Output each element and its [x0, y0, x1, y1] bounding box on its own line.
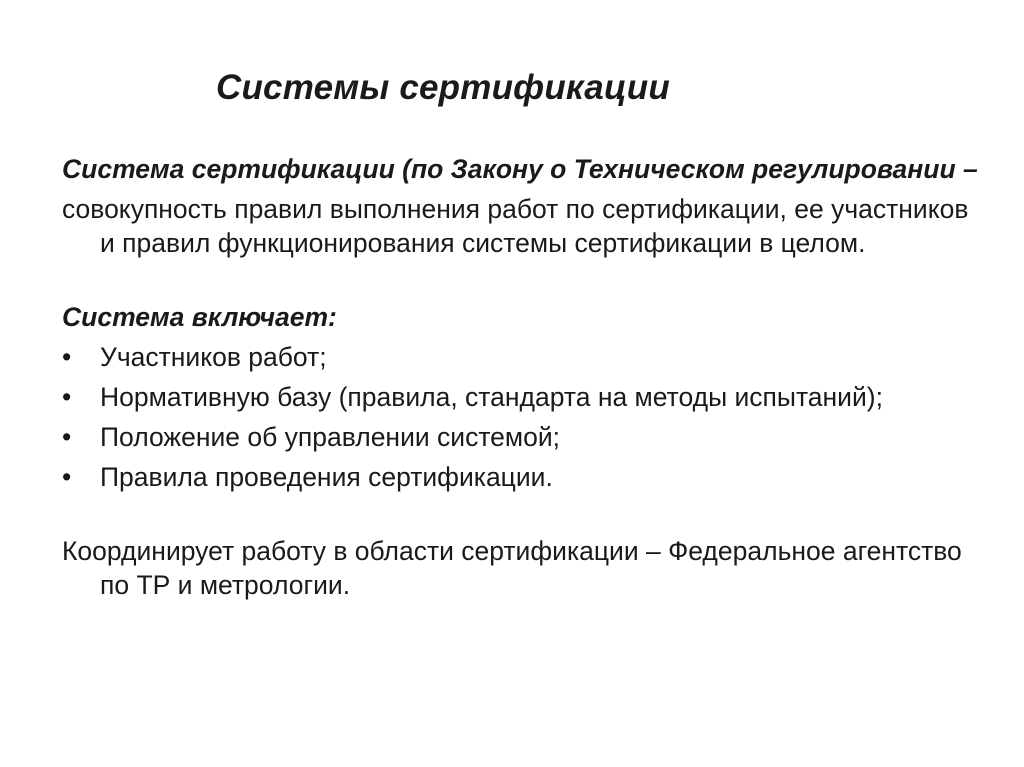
definition-text: совокупность правил выполнения работ по сертификации, ее участников и правил функционирования системы сертификации в целом. [62, 194, 969, 258]
bullet-icon: • [62, 462, 72, 492]
list-item [62, 460, 982, 494]
list-item-text: Нормативную базу (правила, стандарта на методы испытаний); [100, 382, 883, 412]
list-item-text: Положение об управлении системой; [100, 422, 561, 452]
list-item [62, 340, 982, 374]
bullet-icon: • [62, 342, 72, 372]
list-item [62, 420, 982, 454]
list-item-text: Правила проведения сертификации. [100, 462, 553, 492]
includes-heading: Система включает: [62, 302, 337, 332]
includes-list [62, 340, 982, 494]
bullet-icon: • [62, 382, 72, 412]
slide-content [62, 152, 982, 602]
coordinator-text: Координирует работу в области сертификации – Федеральное агентство по ТР и метрологии. [62, 536, 962, 600]
list-item-text: Участников работ; [100, 342, 327, 372]
definition-heading: Система сертификации (по Закону о Техническом регулировании – [62, 154, 978, 184]
list-item [62, 380, 982, 414]
slide-title: Системы сертификации [216, 68, 670, 107]
bullet-icon: • [62, 422, 72, 452]
